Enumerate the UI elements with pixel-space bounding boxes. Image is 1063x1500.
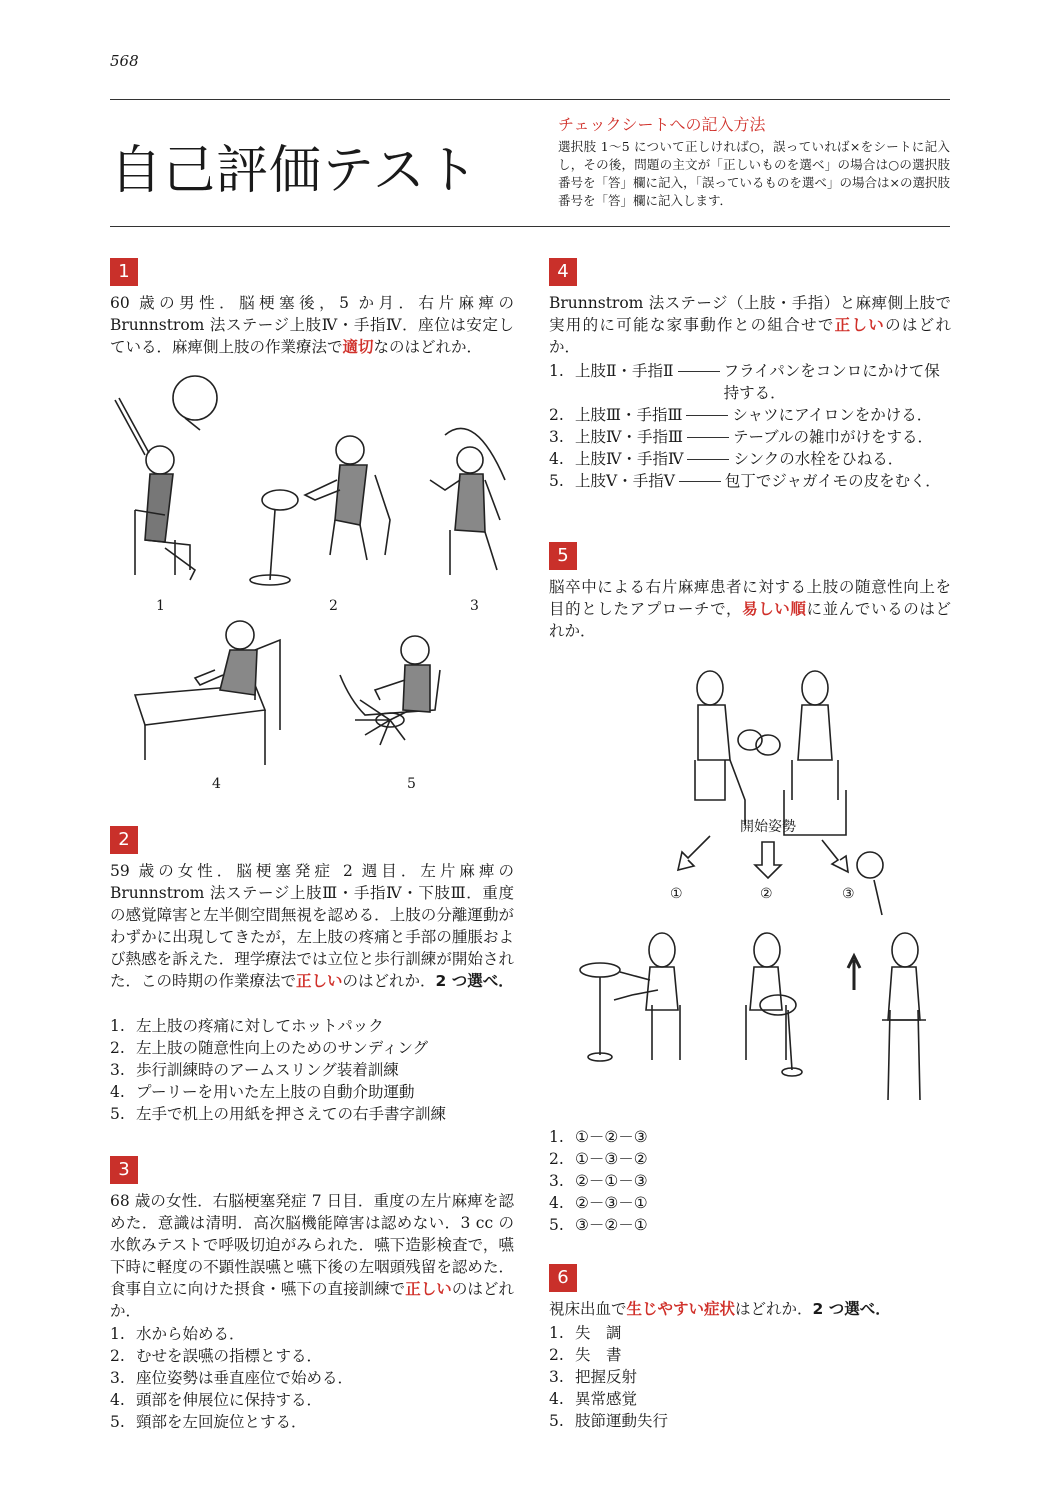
option: 4. 上肢Ⅳ・手指Ⅳ シンクの水栓をひねる． <box>549 450 904 468</box>
option: 1. 水から始める． <box>110 1325 245 1343</box>
start-posture-label: 開始姿勢 <box>740 819 796 835</box>
figure-2-label: 2 <box>329 598 338 614</box>
question-5-stem: 脳卒中による右片麻痺患者に対する上肢の随意性向上を目的としたアプローチで，易しい順に並んでいるのはどれか． <box>549 578 951 640</box>
page-number: 568 <box>110 52 139 70</box>
figure-3-beanbag <box>430 428 505 575</box>
option: 2. むせを誤嚥の指標とする． <box>110 1347 323 1365</box>
question-1-stem: 60 歳の男性．脳梗塞後，5 か月．右片麻痺の Brunnstrom 法ステージ上肢Ⅳ・手指Ⅳ．座位は安定している．麻痺側上肢の作業療法で適切なのはどれか． <box>110 294 514 356</box>
question-2-stem: 59 歳の女性．脳梗塞発症 2 週目．左片麻痺の Brunnstrom 法ステージ上肢Ⅲ・手指Ⅳ・下肢Ⅲ．重度の感覚障害と左半側空間無視を認める．上肢の分離運動がわずかに出現してきたが，左上肢の疼痛と手部の腫脹および熱感を訴えた．理学療法では立位と歩行訓練が開始された．この時期の作業療法で正しいのはどれか．2 つ選べ． <box>110 862 514 990</box>
arrow-3 <box>822 840 848 872</box>
option-2-figure <box>746 933 802 1076</box>
question-2-badge: 2 <box>110 826 138 854</box>
option: 3. ②－①－③ <box>549 1172 648 1190</box>
arrow-2 <box>755 842 781 878</box>
figure-4-label: 4 <box>212 776 221 792</box>
figure-1-balloon-stick <box>115 376 217 580</box>
option: 2. ①－③－② <box>549 1150 648 1168</box>
figure-1-label: 1 <box>156 598 165 614</box>
option: 1. ①－②－③ <box>549 1128 648 1146</box>
option: 2. 上肢Ⅲ・手指Ⅲ シャツにアイロンをかける． <box>549 406 933 424</box>
option: 5. 上肢Ⅴ・手指Ⅴ 包丁でジャガイモの皮をむく． <box>549 472 941 490</box>
option: 4. 頭部を伸展位に保持する． <box>110 1391 323 1409</box>
figure-5-label: 5 <box>407 776 416 792</box>
figure-2-ring-stand <box>250 436 390 585</box>
arrow-1 <box>678 836 710 870</box>
question-4-stem: Brunnstrom 法ステージ（上肢・手指）と麻痺側上肢で実用的に可能な家事動作との組合せで正しいのはどれか． <box>549 294 951 356</box>
question-6-stem: 視床出血で生じやすい症状はどれか．2 つ選べ． <box>549 1300 891 1318</box>
question-5-badge: 5 <box>549 542 577 570</box>
option-2-figure-label: ② <box>760 886 773 902</box>
option: 3. 把握反射 <box>549 1368 638 1386</box>
question-1-figure <box>105 370 525 800</box>
option: 5. 肢節運動失行 <box>549 1412 669 1430</box>
header-top-rule <box>110 99 950 100</box>
option: 4. ②－③－① <box>549 1194 648 1212</box>
figure-5-hand-spread <box>340 636 440 745</box>
option-1-figure <box>580 933 680 1061</box>
option: 5. 頸部を左回旋位とする． <box>110 1413 307 1431</box>
question-2-options <box>110 1015 514 1125</box>
question-4-badge: 4 <box>549 258 577 286</box>
option: 1. 左上肢の疼痛に対してホットパック <box>110 1017 384 1035</box>
option: 1. 失 調 <box>549 1324 622 1342</box>
option: 2. 失 書 <box>549 1346 622 1364</box>
question-4-options <box>549 360 951 492</box>
header-bottom-rule <box>110 226 950 227</box>
question-3-options <box>110 1323 514 1433</box>
figure-3-label: 3 <box>470 598 479 614</box>
question-6-badge: 6 <box>549 1264 577 1292</box>
question-5-options <box>549 1126 951 1236</box>
start-posture-figures <box>695 671 846 835</box>
question-3-stem: 68 歳の女性．右脳梗塞発症 7 日目．重度の左片麻痺を認めた．意識は清明．高次脳機能障害は認めない．3 cc の水飲みテストで呼吸切迫がみられた．嚥下造影検査で，嚥下時に軽度の不顕性誤嚥と嚥下後の左咽頭残留を認めた．食事自立に向けた摂食・嚥下の直接訓練で正しいのはどれか． <box>110 1192 514 1320</box>
option: 5. 左手で机上の用紙を押さえての右手書字訓練 <box>110 1105 447 1123</box>
option-1-figure-label: ① <box>670 886 683 902</box>
figure-4-desk <box>135 621 280 765</box>
howto-heading: チェックシートへの記入方法 <box>558 115 766 134</box>
option: 4. 異常感覚 <box>549 1390 638 1408</box>
option: 1. 上肢Ⅱ・手指Ⅱ フライパンをコンロにかけて保持する． <box>549 362 940 402</box>
option-3-figure <box>848 852 926 1100</box>
question-5-figure <box>570 660 930 1120</box>
option: 3. 歩行訓練時のアームスリング装着訓練 <box>110 1061 399 1079</box>
howto-body: 選択肢 1〜5 について正しければ○，誤っていれば×をシートに記入し，その後，問題の主文が「正しいものを選べ」の場合は○の選択肢番号を「答」欄に記入，「誤っているものを選べ」の場合は×の選択肢番号を「答」欄に記入します． <box>558 139 950 208</box>
question-3-badge: 3 <box>110 1156 138 1184</box>
question-6-options <box>549 1322 951 1432</box>
question-1-badge: 1 <box>110 258 138 286</box>
option: 3. 上肢Ⅳ・手指Ⅲ テーブルの雑巾がけをする． <box>549 428 934 446</box>
option: 3. 座位姿勢は垂直座位で始める． <box>110 1369 354 1387</box>
option: 4. プーリーを用いた左上肢の自動介助運動 <box>110 1083 415 1101</box>
page-title: 自己評価テスト <box>110 141 479 201</box>
option: 5. ③－②－① <box>549 1216 648 1234</box>
option-3-figure-label: ③ <box>842 886 855 902</box>
option: 2. 左上肢の随意性向上のためのサンディング <box>110 1039 429 1057</box>
